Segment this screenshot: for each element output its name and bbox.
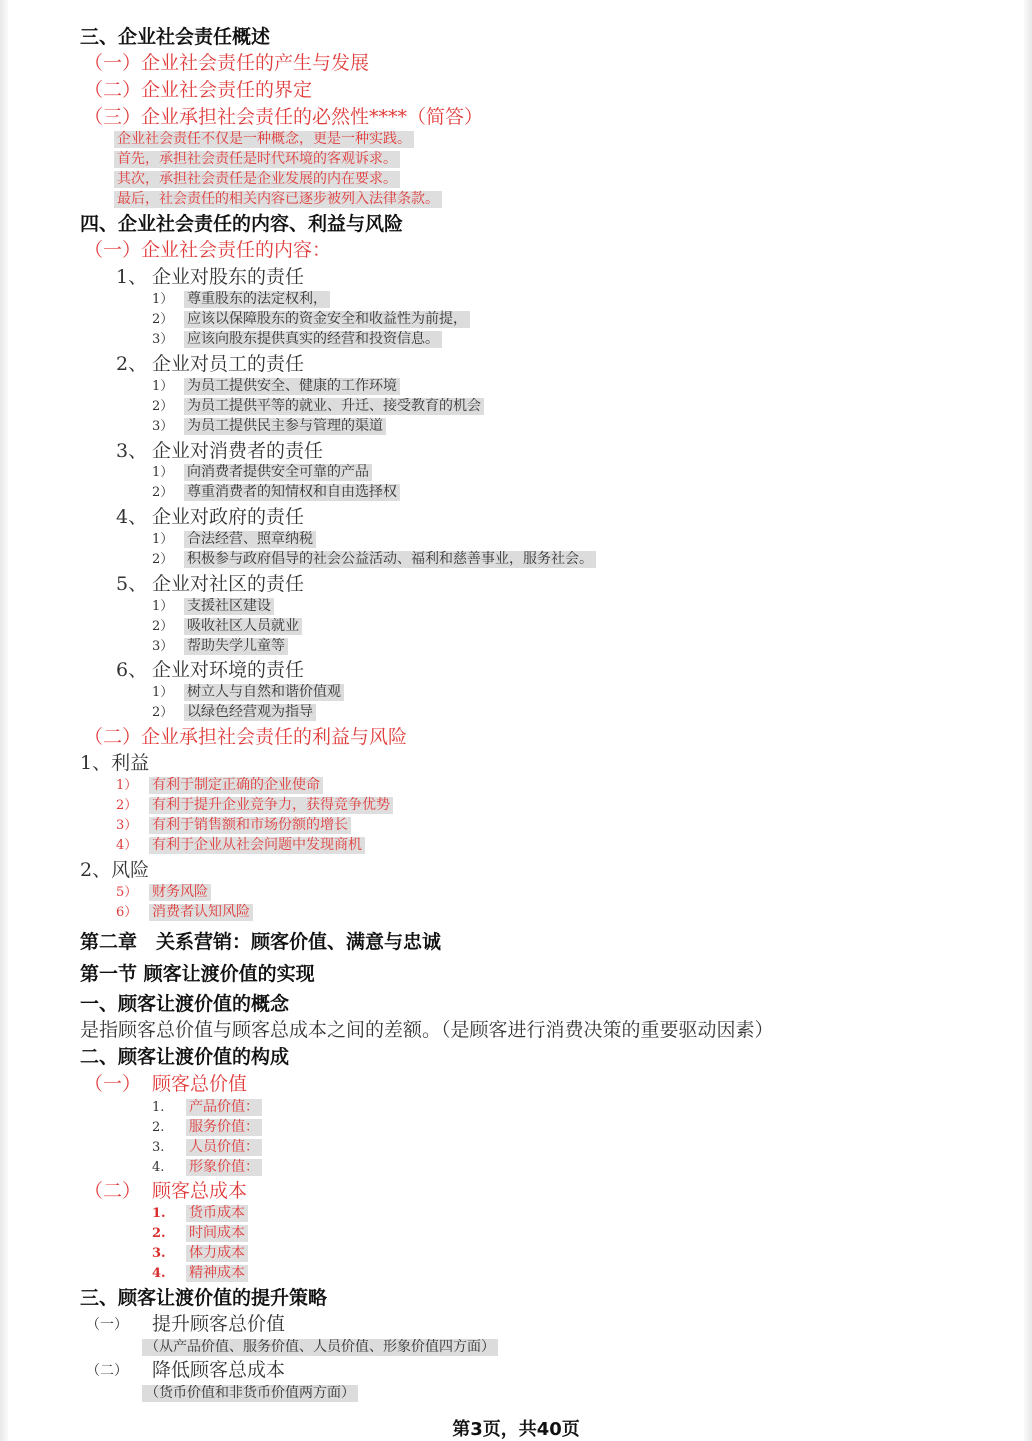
list-item: 尊重消费者的知情权和自由选择权 [184, 484, 400, 501]
item-number: 4） [116, 838, 138, 853]
item-number: 1） [152, 599, 174, 614]
item-number: 1. [152, 1206, 166, 1221]
item-number: 3） [152, 332, 174, 347]
group-number: 4、 [116, 506, 148, 528]
item-number: 3） [152, 639, 174, 654]
benefit-item: 有利于企业从社会问题中发现商机 [149, 837, 365, 854]
list-item: 积极参与政府倡导的社会公益活动、福利和慈善事业，服务社会。 [184, 551, 596, 568]
page-edge-right [1024, 0, 1032, 1441]
list-item: 应该以保障股东的资金安全和收益性为前提， [184, 311, 470, 328]
item-number: 2） [152, 312, 174, 327]
group-number: 6、 [116, 659, 148, 681]
page-number: 第3页，共40页 [452, 1419, 580, 1440]
item-number: 1） [152, 685, 174, 700]
strategy-raise-value: 提升顾客总价值 [152, 1313, 286, 1335]
item-number: 1） [116, 778, 138, 793]
item-number: 1） [152, 465, 174, 480]
cost-item: 精神成本 [186, 1265, 248, 1282]
item-number: 2） [116, 798, 138, 813]
risk-title: 2、风险 [80, 859, 150, 881]
group-title-environment: 企业对环境的责任 [152, 659, 305, 681]
list-item: 为员工提供平等的就业、升迁、接受教育的机会 [184, 398, 484, 415]
total-value-title: 顾客总价值 [152, 1073, 248, 1095]
group-title-shareholders: 企业对股东的责任 [152, 266, 305, 288]
group-number: 2、 [116, 353, 148, 375]
item-number: 1） [152, 532, 174, 547]
item-number: 2） [152, 705, 174, 720]
total-cost-number: （二） [84, 1180, 142, 1202]
group-title-community: 企业对社区的责任 [152, 573, 305, 595]
item-number: 2. [152, 1226, 166, 1241]
list-item: 树立人与自然和谐价值观 [184, 684, 344, 701]
benefit-item: 有利于提升企业竞争力，获得竞争优势 [149, 797, 393, 814]
item-number: 1. [152, 1100, 165, 1115]
item-number: 4. [152, 1160, 165, 1175]
item-number: 3） [152, 419, 174, 434]
total-cost-title: 顾客总成本 [152, 1180, 248, 1202]
item-number: 3. [152, 1246, 166, 1261]
item-number: 4. [152, 1266, 166, 1281]
item-number: 2） [152, 552, 174, 567]
group-number: 3、 [116, 440, 148, 462]
list-item: 帮助失学儿童等 [184, 638, 288, 655]
list-item: 以绿色经营观为指导 [184, 704, 316, 721]
strategy-note: （货币价值和非货币价值两方面） [142, 1385, 358, 1402]
cost-item: 货币成本 [186, 1205, 248, 1222]
necessity-line-1: 企业社会责任不仅是一种概念，更是一种实践。 [114, 131, 414, 148]
list-item: 合法经营、照章纳税 [184, 531, 316, 548]
item-number: 5） [116, 885, 138, 900]
total-value-number: （一） [84, 1073, 142, 1095]
item-number: 1） [152, 292, 174, 307]
heading-section-4: 四、企业社会责任的内容、利益与风险 [80, 213, 404, 235]
risk-item: 财务风险 [149, 884, 211, 901]
benefit-item: 有利于销售额和市场份额的增长 [149, 817, 351, 834]
strategy-number: （二） [86, 1363, 128, 1379]
item-number: 3. [152, 1140, 165, 1155]
benefit-title: 1、利益 [80, 752, 150, 774]
item-number: 2） [152, 485, 174, 500]
heading-concept: 一、顾客让渡价值的概念 [80, 993, 290, 1015]
item-number: 6） [116, 905, 138, 920]
group-title-consumers: 企业对消费者的责任 [152, 440, 324, 462]
item-number: 1） [152, 379, 174, 394]
item-number: 3） [116, 818, 138, 833]
heading-section-3: 三、企业社会责任概述 [80, 26, 271, 48]
strategy-number: （一） [86, 1317, 128, 1333]
risk-item: 消费者认知风险 [149, 904, 253, 921]
section-title: 第一节 顾客让渡价值的实现 [80, 963, 315, 985]
subheading-origin: （一）企业社会责任的产生与发展 [84, 52, 370, 74]
value-item: 服务价值： [186, 1119, 262, 1136]
page-edge-left [0, 0, 8, 1441]
group-title-government: 企业对政府的责任 [152, 506, 305, 528]
item-number: 2） [152, 399, 174, 414]
subheading-definition: （二）企业社会责任的界定 [84, 79, 313, 101]
list-item: 为员工提供民主参与管理的渠道 [184, 418, 386, 435]
list-item: 支援社区建设 [184, 598, 274, 615]
cost-item: 体力成本 [186, 1245, 248, 1262]
benefit-item: 有利于制定正确的企业使命 [149, 777, 323, 794]
group-title-employees: 企业对员工的责任 [152, 353, 305, 375]
value-item: 人员价值： [186, 1139, 262, 1156]
necessity-line-2: 首先，承担社会责任是时代环境的客观诉求。 [114, 151, 400, 168]
group-number: 5、 [116, 573, 148, 595]
list-item: 向消费者提供安全可靠的产品 [184, 464, 372, 481]
list-item: 为员工提供安全、健康的工作环境 [184, 378, 400, 395]
necessity-line-4: 最后，社会责任的相关内容已逐步被列入法律条款。 [114, 191, 442, 208]
list-item: 尊重股东的法定权利， [184, 291, 330, 308]
strategy-lower-cost: 降低顾客总成本 [152, 1359, 286, 1381]
subheading-content: （一）企业社会责任的内容： [84, 239, 332, 261]
list-item: 吸收社区人员就业 [184, 618, 302, 635]
cost-item: 时间成本 [186, 1225, 248, 1242]
subheading-benefits-risks: （二）企业承担社会责任的利益与风险 [84, 726, 408, 748]
definition-text: 是指顾客总价值与顾客总成本之间的差额。（是顾客进行消费决策的重要驱动因素） [80, 1019, 774, 1041]
item-number: 2） [152, 619, 174, 634]
strategy-note: （从产品价值、服务价值、人员价值、形象价值四方面） [142, 1339, 498, 1356]
chapter-title: 第二章 关系营销：顾客价值、满意与忠诚 [80, 931, 442, 953]
necessity-line-3: 其次，承担社会责任是企业发展的内在要求。 [114, 171, 400, 188]
subheading-necessity: （三）企业承担社会责任的必然性****（简答） [84, 106, 484, 128]
value-item: 产品价值： [186, 1099, 262, 1116]
value-item: 形象价值： [186, 1159, 262, 1176]
list-item: 应该向股东提供真实的经营和投资信息。 [184, 331, 442, 348]
heading-composition: 二、顾客让渡价值的构成 [80, 1046, 290, 1068]
group-number: 1、 [116, 266, 148, 288]
item-number: 2. [152, 1120, 165, 1135]
heading-strategy: 三、顾客让渡价值的提升策略 [80, 1287, 328, 1309]
